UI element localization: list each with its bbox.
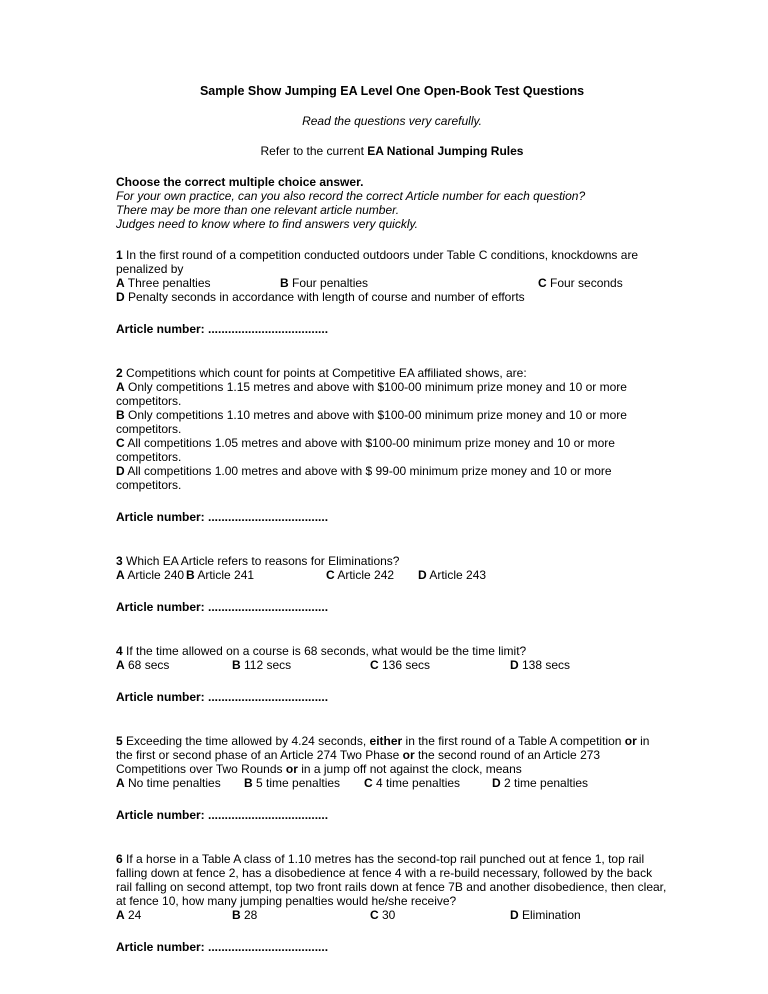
option-c: C Four seconds	[538, 276, 623, 290]
question-number: 5	[116, 734, 123, 748]
option-d: D 138 secs	[510, 658, 571, 672]
article-number-field: Article number: ....................................	[116, 600, 329, 614]
question-text: 3 Which EA Article refers to reasons for Eliminations?	[116, 554, 400, 568]
option-d: D Elimination	[510, 908, 581, 922]
option-b: B Four penalties	[280, 276, 369, 290]
option-d: D Penalty seconds in accordance with length of course and number of efforts	[116, 290, 525, 304]
question-6	[116, 852, 668, 954]
question-number: 4	[116, 644, 123, 658]
option-b: B 28	[232, 908, 258, 922]
option-c: C 4 time penalties	[364, 776, 461, 790]
option-a: A 24	[116, 908, 142, 922]
question-number: 2	[116, 366, 123, 380]
question-1	[116, 248, 668, 336]
option-c: C 136 secs	[370, 658, 431, 672]
refer-line	[116, 144, 668, 158]
page-subtitle: Read the questions very carefully.	[302, 114, 482, 128]
refer-prefix: Refer to the current	[260, 144, 368, 158]
option-a: A Article 240	[116, 568, 185, 582]
options-row	[116, 908, 668, 922]
option-c: C 30	[370, 908, 396, 922]
option-c: C All competitions 1.05 metres and above with $100-00 minimum prize money and 10 or more competitors.	[116, 436, 615, 464]
options-row	[116, 658, 668, 672]
option-d: D All competitions 1.00 metres and above with $ 99-00 minimum prize money and 10 or more competitors.	[116, 464, 612, 492]
article-number-field: Article number: ....................................	[116, 940, 329, 954]
document-content	[116, 84, 668, 954]
options-row	[116, 568, 668, 582]
question-text: 1 In the first round of a competition conducted outdoors under Table C conditions, knockdowns are penalized by	[116, 248, 639, 276]
option-d: D 2 time penalties	[492, 776, 589, 790]
question-4	[116, 644, 668, 704]
question-2	[116, 366, 668, 524]
option-a: A Only competitions 1.15 metres and above with $100-00 minimum prize money and 10 or more competitors.	[116, 380, 627, 408]
article-number-field: Article number: ....................................	[116, 510, 329, 524]
question-text: 5 Exceeding the time allowed by 4.24 seconds, either in the first round of a Table A competition or in the first or second phase of an Article 274 Two Phase or the second round of an Article 273 Competitions over Two Rounds or in a jump off not against the clock, means	[116, 734, 650, 776]
instructions-line: For your own practice, can you also record the correct Article number for each question?	[116, 189, 586, 203]
instructions-line: Judges need to know where to find answers very quickly.	[116, 217, 418, 231]
question-5	[116, 734, 668, 822]
option-d: D Article 243	[418, 568, 487, 582]
question-text: 4 If the time allowed on a course is 68 seconds, what would be the time limit?	[116, 644, 527, 658]
option-a: A 68 secs	[116, 658, 170, 672]
options-row	[116, 776, 668, 790]
page-title: Sample Show Jumping EA Level One Open-Book Test Questions	[199, 84, 585, 98]
question-3	[116, 554, 668, 614]
instructions-line: There may be more than one relevant article number.	[116, 203, 400, 217]
option-b: B Article 241	[186, 568, 255, 582]
option-b: B 112 secs	[232, 658, 292, 672]
rules-reference: EA National Jumping Rules	[367, 144, 524, 158]
question-number: 1	[116, 248, 123, 262]
article-number-field: Article number: ....................................	[116, 690, 329, 704]
article-number-field: Article number: ....................................	[116, 808, 329, 822]
instructions-heading: Choose the correct multiple choice answer.	[116, 175, 364, 189]
instructions	[116, 175, 668, 231]
question-text: 6 If a horse in a Table A class of 1.10 metres has the second-top rail punched out at fence 1, top rail falling down at fence 2, has a disobedience at fence 4 with a re-build necessary, followed by the back rail falling on second attempt, top two front rails down at fence 7B and another disobedience, then clear, at fence 10, how many jumping penalties would he/she receive?	[116, 852, 667, 908]
option-b: B Only competitions 1.10 metres and above with $100-00 minimum prize money and 10 or more competitors.	[116, 408, 627, 436]
article-number-field: Article number: ....................................	[116, 322, 329, 336]
options-row	[116, 276, 668, 290]
option-b: B 5 time penalties	[244, 776, 341, 790]
question-number: 3	[116, 554, 123, 568]
option-a: A No time penalties	[116, 776, 221, 790]
option-c: C Article 242	[326, 568, 395, 582]
option-a: A Three penalties	[116, 276, 211, 290]
question-text: 2 Competitions which count for points at Competitive EA affiliated shows, are:	[116, 366, 527, 380]
question-number: 6	[116, 852, 123, 866]
